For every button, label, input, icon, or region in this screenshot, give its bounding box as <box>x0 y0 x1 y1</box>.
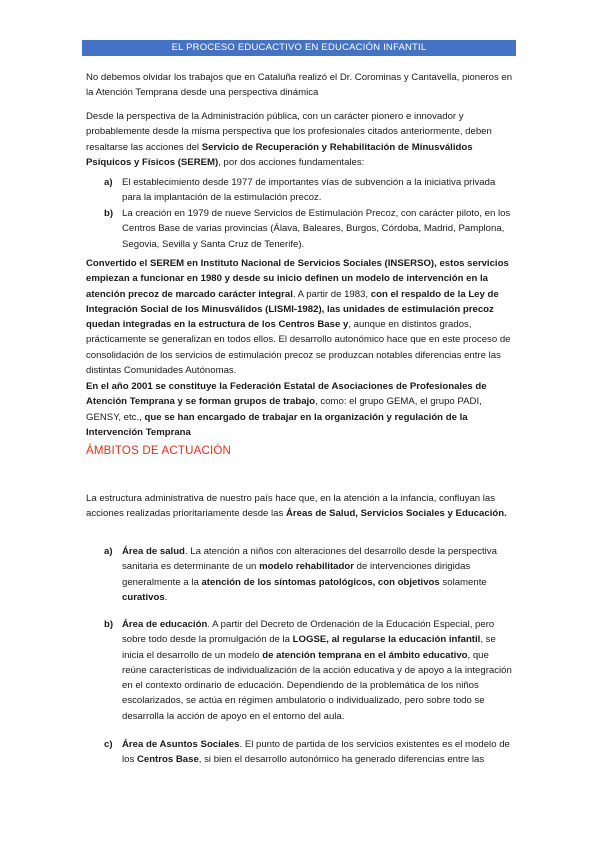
item-text: . A partir del Decreto de Ordenación de la Educación Especial, pero sobre todo desde la promulgación de la <box>122 619 495 646</box>
paragraph-text: , por dos acciones fundamentales: <box>218 156 365 168</box>
list-item-asuntos-sociales <box>122 737 516 768</box>
bold-text: Áreas de Salud, Servicios Sociales y Educación. <box>285 508 507 520</box>
item-text: , si bien el desarrollo autonómico ha generado diferencias entre las <box>198 754 485 766</box>
bold-text: atención de los síntomas patológicos, con objetivos <box>201 576 440 588</box>
list-marker: a) <box>104 177 113 188</box>
paragraph-text: No debemos olvidar los trabajos que en Cataluña realizó el Dr. Corominas y Cantavella, pioneros en la Atención Temprana desde una perspectiva dinámica <box>86 72 513 99</box>
list-item-text: El establecimiento desde 1977 de importantes vías de subvención a la iniciativa privada para la implantación de la estimulación precoz. <box>122 177 496 204</box>
list-marker: b) <box>104 208 114 219</box>
list-item-text: La creación en 1979 de nueve Servicios de Estimulación Precoz, con carácter piloto, en los Centros Base de varias provincias (Álava, Baleares, Burgos, Córdoba, Madrid, Pamplona, Segovia, Sevilla y Santa Cruz de Tenerife). <box>122 208 511 250</box>
paragraph-text: , como: el grupo GEMA, el grupo PADI, GENSY, etc., <box>86 396 482 423</box>
item-text: solamente <box>439 576 487 588</box>
paragraph-inserso <box>86 256 516 378</box>
list-marker: c) <box>104 739 113 750</box>
item-text: de intervenciones dirigidas generalmente a la <box>122 561 471 588</box>
bold-text: Convertido el SEREM en Instituto Nacional de Servicios Sociales (INSERSO), estos servicios empiezan a funcionar en 1980 y desde su inicio definen un modelo de intervención en la atención precoz de marcado carácter integral <box>86 258 509 300</box>
list-marker: b) <box>104 619 114 630</box>
list-item-a <box>122 175 516 206</box>
bold-text: de atención temprana en el ámbito educativo <box>262 649 468 661</box>
bold-text: curativos <box>122 591 165 603</box>
paragraph-federacion <box>86 379 516 440</box>
item-text: , que reúne características de individualización de la acción educativa y de apoyo a la integración en el contexto ordinario de educación. Dependiendo de la problemática de los niños escolarizados, se actúa en régimen ambulatorio o individualizado, pero sobre todo se desarrolla la acción de apoyo en el entorno del aula. <box>122 649 512 722</box>
list-item-educacion <box>122 617 516 724</box>
item-text: . La atención a niños con alteraciones del desarrollo desde la perspectiva sanitaria es determinante de un <box>122 546 497 573</box>
paragraph-text: , aunque en distintos grados, prácticamente se generalizan en todos ellos. El desarrollo autonómico hace que en este proceso de consolidación de los servicios de estimulación precoz se produzcan notables diferencias entre las distintas Comunidades Autónomas. <box>86 319 511 377</box>
list-item-b <box>122 206 516 252</box>
paragraph-text: Desde la perspectiva de la Administración pública, con un carácter pionero e innovador y probablemente desde la misma perspectiva que los profesionales citados anteriormente, deben resaltarse las acciones del <box>86 111 492 153</box>
paragraph-text: . A partir de 1983, <box>292 288 371 300</box>
bold-text: LOGSE, al regularse la educación infantil <box>292 634 481 646</box>
page-header <box>82 40 516 56</box>
item-title: Área de salud <box>122 546 185 557</box>
bold-text: Centros Base <box>136 754 199 766</box>
bold-text: que se han encargado de trabajar en la organización y regulación de la Intervención Temprana <box>86 411 468 438</box>
paragraph-corominas <box>86 70 516 101</box>
item-title: Área de Asuntos Sociales <box>122 739 240 750</box>
header-title: EL PROCESO EDUCACTIVO EN EDUCACIÓN INFANTIL <box>171 42 427 53</box>
item-text: . <box>164 591 168 603</box>
paragraph-administracion <box>86 109 516 170</box>
item-text: . El punto de partida de los servicios existentes es el modelo de los <box>122 739 510 766</box>
section-heading: ÁMBITOS DE ACTUACIÓN <box>86 445 232 457</box>
item-title: Área de educación <box>122 619 208 630</box>
bold-text: con el respaldo de la Ley de Integración Social de los Minusválidos (LISMI-1982), las unidades de estimulación precoz quedan integradas en la estructura de los Centros Base y <box>86 288 499 331</box>
item-text: , se inicia el desarrollo de un modelo <box>122 634 496 661</box>
paragraph-text: La estructura administrativa de nuestro país hace que, en la atención a la infancia, confluyan las acciones realizadas prioritariamente desde las <box>86 493 496 520</box>
paragraph-estructura <box>86 491 516 522</box>
list-marker: a) <box>104 546 113 557</box>
bold-text: En el año 2001 se constituye la Federación Estatal de Asociaciones de Profesionales de Atención Temprana y se forman grupos de trabajo <box>86 381 487 408</box>
bold-text: Servicio de Recuperación y Rehabilitación de Minusválidos Psíquicos y Físicos (SEREM) <box>86 141 473 168</box>
list-item-salud <box>122 544 516 605</box>
bold-text: modelo rehabilitador <box>259 561 354 573</box>
